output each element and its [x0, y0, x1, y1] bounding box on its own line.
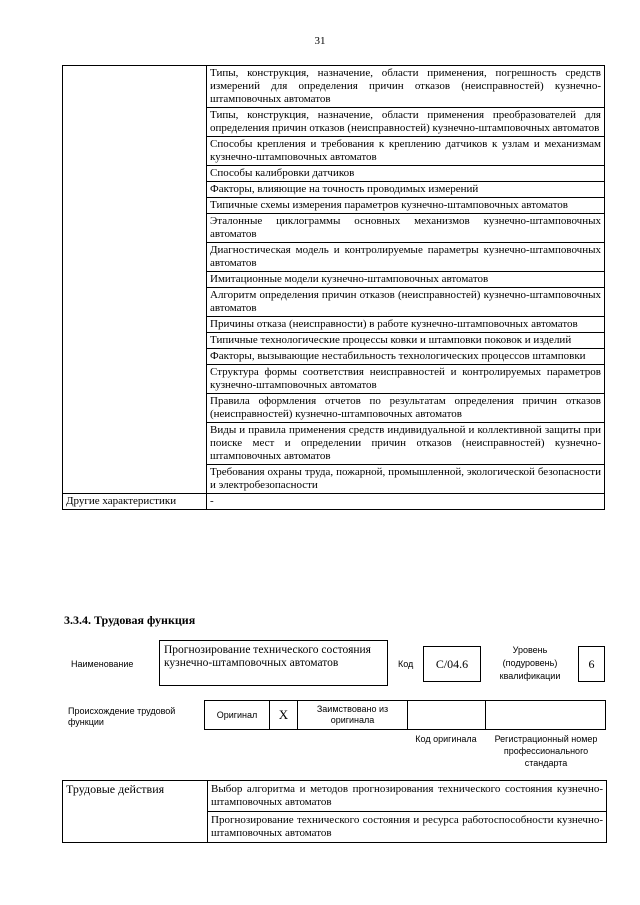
other-characteristics-value: -	[207, 494, 605, 510]
borrowed-cell: Заимствовано из оригинала	[298, 701, 408, 729]
knowledge-item: Требования охраны труда, пожарной, промышленной, экологической безопасности и электробезопасности	[207, 465, 605, 494]
origin-label: Происхождение трудовой функции	[68, 706, 176, 727]
knowledge-item: Эталонные циклограммы основных механизмов кузнечно-штамповочных автоматов	[207, 214, 605, 243]
original-cell: Оригинал	[205, 701, 270, 729]
knowledge-item: Типы, конструкция, назначение, области применения, погрешность средств измерений для определения причин отказов (неисправностей) кузнечно-штамповочных автоматов	[207, 66, 605, 108]
knowledge-label-cell	[63, 66, 207, 494]
code-original-cell	[408, 701, 486, 729]
knowledge-item: Способы калибровки датчиков	[207, 166, 605, 182]
knowledge-item: Диагностическая модель и контролируемые параметры кузнечно-штамповочных автоматов	[207, 243, 605, 272]
knowledge-item: Факторы, вызывающие нестабильность технологических процессов штамповки	[207, 349, 605, 365]
origin-row	[204, 700, 606, 730]
table-row	[63, 781, 607, 812]
level-box: 6	[578, 646, 605, 682]
function-code-box: C/04.6	[423, 646, 481, 682]
knowledge-item: Типичные технологические процессы ковки и штамповки поковок и изделий	[207, 333, 605, 349]
knowledge-item: Алгоритм определения причин отказов (неисправностей) кузнечно-штамповочных автоматов	[207, 288, 605, 317]
knowledge-item: Структура формы соответствия неисправностей и контролируемых параметров кузнечно-штамповочных автоматов	[207, 365, 605, 394]
knowledge-item: Факторы, влияющие на точность проводимых измерений	[207, 182, 605, 198]
knowledge-table	[62, 65, 605, 510]
table-row	[63, 494, 605, 510]
name-label: Наименование	[71, 659, 134, 669]
code-original-label: Код оригинала	[415, 734, 477, 744]
table-row	[63, 66, 605, 108]
action-item: Выбор алгоритма и методов прогнозирования технического состояния кузнечно-штамповочных автоматов	[208, 781, 607, 812]
original-mark: X	[270, 701, 298, 729]
actions-label: Трудовые действия	[63, 781, 208, 843]
knowledge-item: Способы крепления и требования к креплению датчиков к узлам и механизмам кузнечно-штамповочных автоматов	[207, 137, 605, 166]
knowledge-item: Виды и правила применения средств индивидуальной и коллективной защиты при поиске мест и определении причин отказов (неисправностей) кузнечно-штамповочных автоматов	[207, 423, 605, 465]
actions-table	[62, 780, 607, 843]
reg-number-cell	[486, 701, 605, 729]
knowledge-item: Типичные схемы измерения параметров кузнечно-штамповочных автоматов	[207, 198, 605, 214]
knowledge-item: Имитационные модели кузнечно-штамповочных автоматов	[207, 272, 605, 288]
page-number: 31	[314, 35, 326, 47]
action-item: Прогнозирование технического состояния и ресурса работоспособности кузнечно-штамповочных автоматов	[208, 812, 607, 843]
function-name-box: Прогнозирование технического состояния кузнечно-штамповочных автоматов	[159, 640, 388, 686]
other-characteristics-label: Другие характеристики	[63, 494, 207, 510]
reg-number-label: Регистрационный номер профессионального стандарта	[494, 734, 598, 768]
level-label: Уровень (подуровень) квалификации	[499, 645, 561, 681]
knowledge-item: Правила оформления отчетов по результатам определения причин отказов (неисправностей) кузнечно-штамповочных автоматов	[207, 394, 605, 423]
code-label: Код	[398, 659, 414, 669]
knowledge-item: Типы, конструкция, назначение, области применения преобразователей для определения причин отказов (неисправностей) кузнечно-штамповочных автоматов	[207, 108, 605, 137]
section-title: 3.3.4. Трудовая функция	[64, 613, 196, 627]
knowledge-item: Причины отказа (неисправности) в работе кузнечно-штамповочных автоматов	[207, 317, 605, 333]
